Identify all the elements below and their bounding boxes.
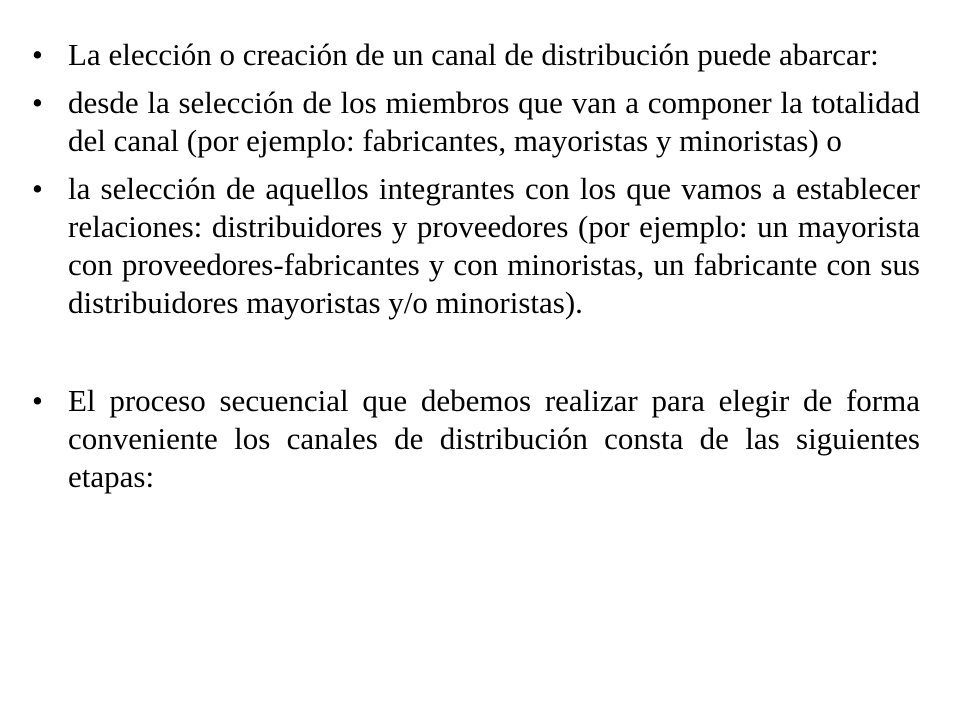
bullet-dot-icon: • — [32, 383, 43, 418]
bullet-item-2 — [30, 84, 920, 160]
bullet-text: desde la selección de los miembros que van a componer la totalidad del canal (por ejemplo: fabricantes, mayoristas y minoristas) o — [68, 85, 920, 158]
bullet-item-3 — [30, 170, 920, 322]
bullet-item-4 — [30, 382, 920, 496]
bullet-list — [30, 36, 920, 506]
bullet-text: La elección o creación de un canal de distribución puede abarcar: — [68, 37, 879, 72]
bullet-item-1 — [30, 36, 920, 74]
bullet-text: El proceso secuencial que debemos realizar para elegir de forma conveniente los canales de distribución consta de las siguientes etapas: — [68, 383, 920, 494]
bullet-text: la selección de aquellos integrantes con los que vamos a establecer relaciones: distribuidores y proveedores (por ejemplo: un mayorista con proveedores-fabricantes y con minoristas, un fabricante con sus distribuidores mayoristas y/o minoristas). — [68, 171, 920, 320]
bullet-dot-icon: • — [32, 85, 43, 120]
bullet-dot-icon: • — [32, 37, 43, 72]
bullet-dot-icon: • — [32, 171, 43, 206]
